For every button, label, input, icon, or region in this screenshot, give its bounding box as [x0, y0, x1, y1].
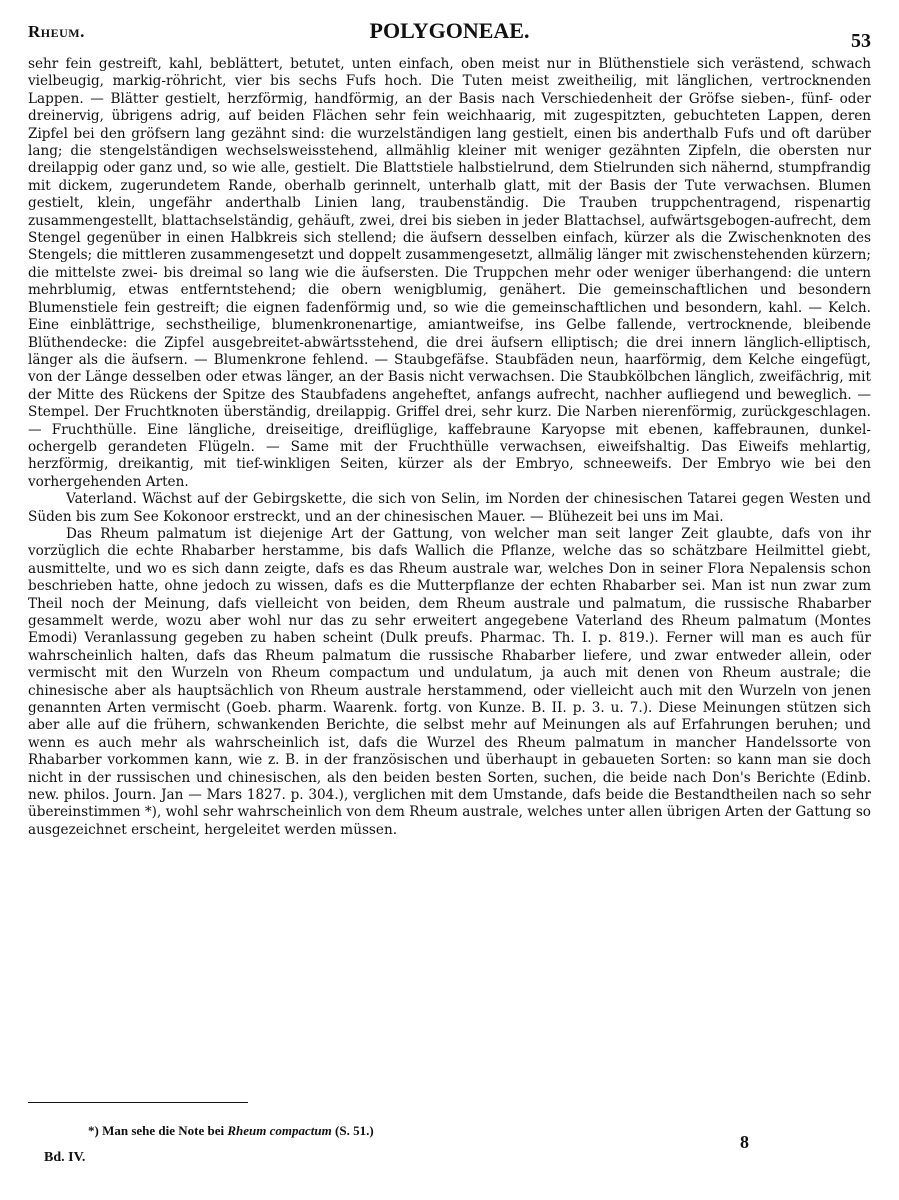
- footnote-divider: [28, 1102, 248, 1103]
- running-head: [28, 18, 871, 54]
- page-number: 53: [851, 30, 871, 52]
- footnote-italic: Rheum compactum: [227, 1123, 332, 1138]
- volume-label: Bd. IV.: [44, 1150, 86, 1165]
- footnote-marker: *): [88, 1123, 99, 1138]
- footnote: [88, 1123, 374, 1139]
- paragraph-description: sehr fein gestreift, kahl, beblättert, betutet, unten einfach, oben meist nur in Blüthenstiele sich verästend, schwach vielbeugig, markig-röhricht, vier bis sechs Fufs hoch. Die Tuten meist zweitheilig, mit länglichen, vertrocknenden Lappen. — Blätter gestielt, herzförmig, handförmig, an der Basis nach Verschiedenheit der Gröfse sieben-, fünf- oder dreinervig, übrigens adrig, auf beiden Flächen sehr fein weichhaarig, mit zugespitzten, gebuchteten Lappen, deren Zipfel bei den gröfsern lang gezähnt sind: die wurzelständigen lang gestielt, einen bis anderthalb Fufs und oft darüber lang; die stengelständigen wechselsweisstehend, allmählig kleiner mit weniger gezähnten Zipfeln, die obersten nur dreilappig oder ganz und, so wie alle, gestielt. Die Blattstiele halbstielrund, dem Stielrunden sich nähernd, stumpfrandig mit dickem, zugerundetem Rande, oberhalb gerinnelt, unterhalb glatt, mit der Basis der Tute verwachsen. Blumen gestielt, klein, ungefähr anderthalb Linien lang, traubenständig. Die Trauben truppchentragend, rispenartig zusammengestellt, blattachselständig, gehäuft, zwei, drei bis sieben in jeder Blattachsel, aufwärtsgebogen-aufrecht, dem Stengel gegenüber in einen Halbkreis sich stellend; die äufsern desselben einfach, kürzer als die Zwischenknoten des Stengels; die mittleren zusammengesetzt und doppelt zusammengesetzt, allmälig länger mit zwischenstehenden kürzern; die mittelste zwei- bis dreimal so lang wie die äufsersten. Die Truppchen mehr oder weniger überhangend: die untern mehrblumig, etwas entferntstehend; die obern wenigblumig, genähert. Die gemeinschaftlichen und besondern Blumenstiele fein gestreift; die eignen fadenförmig und, so wie die gemeinschaftlichen und besondern, kahl. — Kelch. Eine einblättrige, sechstheilige, blumenkronenartige, amiantweifse, ins Gelbe fallende, vertrocknende, bleibende Blüthendecke: die Zipfel ausgebreitet-abwärtsstehend, die drei äufsern elliptisch; die drei innern länglich-elliptisch, länger als die äufsern. — Blumenkrone fehlend. — Staubgefäfse. Staubfäden neun, haarförmig, dem Kelche eingefügt, von der Länge desselben oder etwas länger, an der Basis nicht verwachsen. Die Staubkölbchen länglich, zweifächrig, mit der Mitte des Rückens der Spitze des Staubfadens angeheftet, anfangs aufrecht, nachher aufliegend und beweglich. — Stempel. Der Fruchtknoten überständig, dreilappig. Griffel drei, sehr kurz. Die Narben nierenförmig, zurückgeschlagen. — Fruchthülle. Eine längliche, dreiseitige, dreiflüglige, kaffebraune Karyopse mit ebenen, kaffebraunen, dunkel-ochergelb gerandeten Flügeln. — Same mit der Fruchthülle verwachsen, eiweifshaltig. Das Eiweifs mehlartig, herzförmig, dreikantig, mit tief-winkligen Seiten, kürzer als der Embryo, schneeweifs. Der Embryo wie bei den vorhergehenden Arten.: [28, 56, 871, 490]
- body-text: [28, 56, 871, 839]
- footnote-text-after: (S. 51.): [335, 1123, 374, 1138]
- footnote-text-before: Man sehe die Note bei: [102, 1123, 225, 1138]
- running-head-title: POLYGONEAE.: [369, 18, 530, 43]
- paragraph-discussion: Das Rheum palmatum ist diejenige Art der Gattung, von welcher man seit langer Zeit glaubte, dafs von ihr vorzüglich die echte Rhabarber herstamme, bis dafs Wallich die Pflanze, welche das so schätzbare Heilmittel giebt, ausmittelte, und wo es sich dann zeigte, dafs es das Rheum australe war, welches Don in seiner Flora Nepalensis schon beschrieben hatte, ohne jedoch zu wissen, dafs es die Mutterpflanze der echten Rhabarber sei. Man ist nun zwar zum Theil noch der Meinung, dafs vielleicht von beiden, dem Rheum australe und palmatum, die russische Rhabarber gesammelt werde, wozu aber wohl nur das zu sehr erweitert angegebene Vaterland des Rheum palmatum (Montes Emodi) Veranlassung gegeben zu haben scheint (Dulk preufs. Pharmac. Th. I. p. 819.). Ferner will man es auch für wahrscheinlich halten, dafs das Rheum palmatum die russische Rhabarber liefere, und zwar entweder allein, oder vermischt mit den Wurzeln von Rheum compactum und undulatum, ja auch mit denen von Rheum australe; die chinesische aber als hauptsächlich von Rheum australe herstammend, oder vielleicht auch mit den Wurzeln von jenen genannten Arten vermischt (Goeb. pharm. Waarenk. fortg. von Kunze. B. II. p. 3. u. 7.). Diese Meinungen stützen sich aber alle auf die frühern, schwankenden Berichte, die selbst mehr auf Meinungen als auf Erfahrungen beruhen; und wenn es auch mehr als wahrscheinlich ist, dafs die Wurzel des Rheum palmatum in mancher Handelssorte von Rhabarber vorkommen kann, wie z. B. in der französischen und überhaupt in gebaueten Sorten: so kann man sie doch nicht in der russischen und chinesischen, als den beiden besten Sorten, suchen, die beide nach Don's Berichte (Edinb. new. philos. Journ. Jan — Mars 1827. p. 304.), verglichen mit dem Umstande, dafs beide die Bestandtheilen nach so sehr übereinstimmen *), wohl sehr wahrscheinlich von dem Rheum australe, welches unter allen übrigen Arten der Gattung so ausgezeichnet erscheint, hergeleitet werden müssen.: [28, 525, 871, 838]
- running-head-left: Rheum.: [28, 22, 85, 41]
- paragraph-vaterland: Vaterland. Wächst auf der Gebirgskette, die sich von Selin, im Norden der chinesischen Tatarei gegen Westen und Süden bis zum See Kokonoor erstreckt, und an der chinesischen Mauer. — Blühezeit bei uns im Mai.: [28, 491, 871, 525]
- signature-mark: 8: [740, 1132, 749, 1152]
